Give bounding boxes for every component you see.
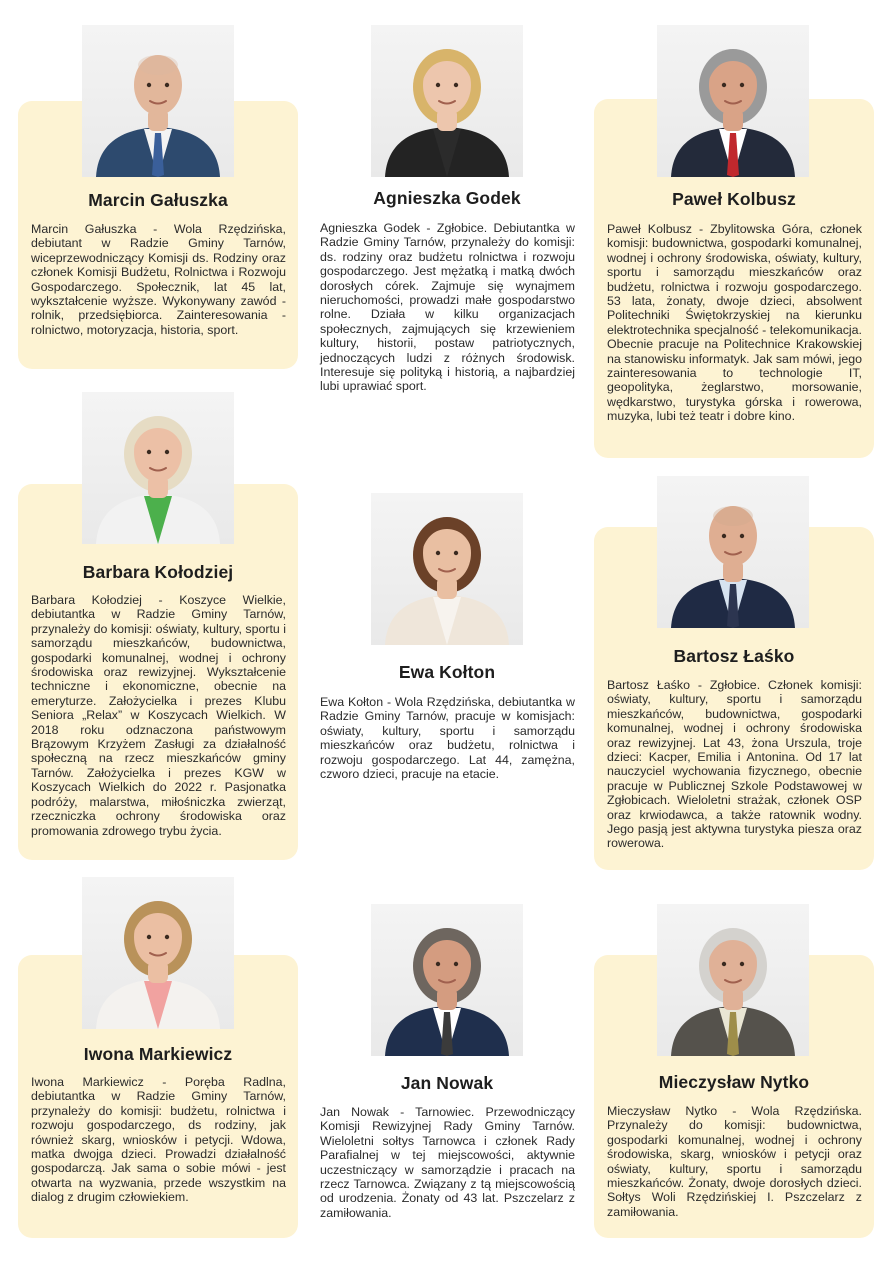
- person-bio: Iwona Markiewicz - Poręba Radlna, debiutantka w Radzie Gminy Tarnów, przynależy do komisji: budżetu, rolnictwa i rozwoju gospodarczego, ds rodziny, jak również skarg, wniosków i petycji. Wdowa, matka dwojga dzieci. Prowadzi działalność gospodarczą. Jak sama o sobie mówi - jest otwarta na wyzwania, przede wszystkim na dialog z drugim człowiekiem.: [31, 1075, 286, 1205]
- person-bio: Paweł Kolbusz - Zbylitowska Góra, członek komisji: budownictwa, gospodarki komunalnej, wodnej i ochrony środowiska, oświaty, kultury, sportu i samorządu mieszkańców oraz budżetu, rolnictwa i rozwoju gospodarczego. 53 lata, żonaty, dwoje dzieci, absolwent Politechniki Świętokrzyskiej na kierunku elektrotechnika specjalność - telekomunikacja. Obecnie pracuje na Politechnice Krakowskiej na stanowisku informatyk. Jak sam mówi, jego zainteresowania to technologie IT, geopolityka, żeglarstwo, morsowanie, wędkarstwo, turystyka górska i rowerowa, muzyka, lubi też teatr i dobre kino.: [607, 222, 862, 424]
- person-photo: [657, 476, 809, 628]
- person-name: Marcin Gałuszka: [88, 190, 228, 210]
- person-photo: [82, 877, 234, 1029]
- portrait-figure: [657, 904, 809, 1056]
- person-bio: Barbara Kołodziej - Koszyce Wielkie, debiutantka w Radzie Gminy Tarnów, przynależy do komisji: oświaty, kultury, sportu i samorządu mieszkańców, budownictwa, gospodarki komunalnej, wodnej i ochrony środowiska oraz rewizyjnej. Wykształcenie techniczne i ekonomiczne, obecnie na emeryturze. Założycielka i prezes Klubu Seniora „Relax” w Koszycach Wielkich. W 2018 roku odznaczona państwowym Brązowym Krzyżem Zasługi za działalność społeczną na rzecz mieszkańców gminy Tarnów. Założycielka i prezes KGW w Koszycach Wielkich do 2022 r. Pasjonatka podróży, malarstwa, miłośniczka zwierząt, rzeczniczka ochrony środowiska oraz promowania zdrowego trybu życia.: [31, 593, 287, 838]
- person-bio: Mieczysław Nytko - Wola Rzędzińska. Przynależy do komisji: budownictwa, gospodarki komunalnej, wodnej i ochrony środowiska, skarg, wniosków i petycji oraz oświaty, kultury, sportu i samorządu mieszkańców. Żonaty, dwoje dorosłych dzieci. Sołtys Woli Rzędzińskiej I. Pszczelarz z zamiłowania.: [607, 1104, 862, 1219]
- person-photo: [82, 392, 234, 544]
- person-name: Ewa Kołton: [398, 662, 496, 682]
- person-bio: Agnieszka Godek - Zgłobice. Debiutantka w Radzie Gminy Tarnów, przynależy do komisji: ds. rodziny oraz budżetu rolnictwa i rozwoju gospodarczego. Jest mężatką i matką dwóch dorosłych córek. Zajmuje się wynajmem nieruchomości, prowadzi małe gospodarstwo rolne. Działa w kilku organizacjach społecznych, zajmujących się krzewieniem kultury, historii, postaw patriotycznych, jednoczących ludzi z różnych środowisk. Interesuje się polityką i historią, a najbardziej lubi uprawiać sport.: [320, 221, 575, 394]
- person-photo: [82, 25, 234, 177]
- portrait-figure: [82, 877, 234, 1029]
- person-name: Barbara Kołodziej: [82, 562, 234, 582]
- portrait-figure: [657, 476, 809, 628]
- person-photo: [657, 25, 809, 177]
- person-name: Mieczysław Nytko: [658, 1072, 810, 1092]
- person-photo: [371, 904, 523, 1056]
- person-bio: Jan Nowak - Tarnowiec. Przewodniczący Komisji Rewizyjnej Rady Gminy Tarnów. Wieloletni sołtys Tarnowca i członek Rady Parafialnej w tej miejscowości, aktywnie uczestniczący w samorządzie i pracach na rzecz Tarnowca. Związany z tą miejscowością od urodzenia. Żonaty od 43 lat. Pszczelarz z zamiłowania.: [320, 1105, 575, 1220]
- person-photo: [657, 904, 809, 1056]
- person-name: Iwona Markiewicz: [83, 1044, 233, 1064]
- portrait-figure: [657, 25, 809, 177]
- person-bio: Marcin Gałuszka - Wola Rzędzińska, debiutant w Radzie Gminy Tarnów, wiceprzewodniczący Komisji ds. Rodziny oraz członek Komisji Budżetu, Rolnictwa i Rozwoju Gospodarczego. Społecznik, lat 45 lat, wykształcenie wyższe. Wykonywany zawód - rolnik, przedsiębiorca. Zainteresowania - rolnictwo, motoryzacja, historia, sport.: [31, 222, 286, 337]
- person-bio: Bartosz Łaśko - Zgłobice. Członek komisji: oświaty, kultury, sportu i samorządu mieszkańców, budownictwa, gospodarki komunalnej, wodnej i ochrony środowiska oraz rewizyjnej. Lat 43, żona Urszula, troje dzieci: Kacper, Emilia i Antonina. Od 17 lat nauczyciel wychowania fizycznego, obecnie pracuje w Publicznej Szkole Podstawowej w Zgłobicach. Wieloletni strażak, członek OSP oraz krwiodawca, a także ratownik wodny. Jego pasją jest aktywna turystyka piesza oraz rowerowa.: [607, 678, 862, 851]
- portrait-figure: [82, 25, 234, 177]
- portrait-figure: [371, 904, 523, 1056]
- person-name: Jan Nowak: [400, 1073, 494, 1093]
- person-name: Paweł Kolbusz: [672, 189, 796, 209]
- portrait-figure: [371, 493, 523, 645]
- portrait-figure: [371, 25, 523, 177]
- person-name: Bartosz Łaśko: [673, 646, 795, 666]
- person-photo: [371, 493, 523, 645]
- portrait-figure: [82, 392, 234, 544]
- person-photo: [371, 25, 523, 177]
- person-name: Agnieszka Godek: [373, 188, 521, 208]
- person-bio: Ewa Kołton - Wola Rzędzińska, debiutantka w Radzie Gminy Tarnów, pracuje w komisjach: oświaty, kultury, sportu i samorządu mieszkańców oraz budżetu, rolnictwa i rozwoju gospodarczego. Lat 44, zamężna, czworo dzieci, pracuje na etacie.: [320, 695, 575, 782]
